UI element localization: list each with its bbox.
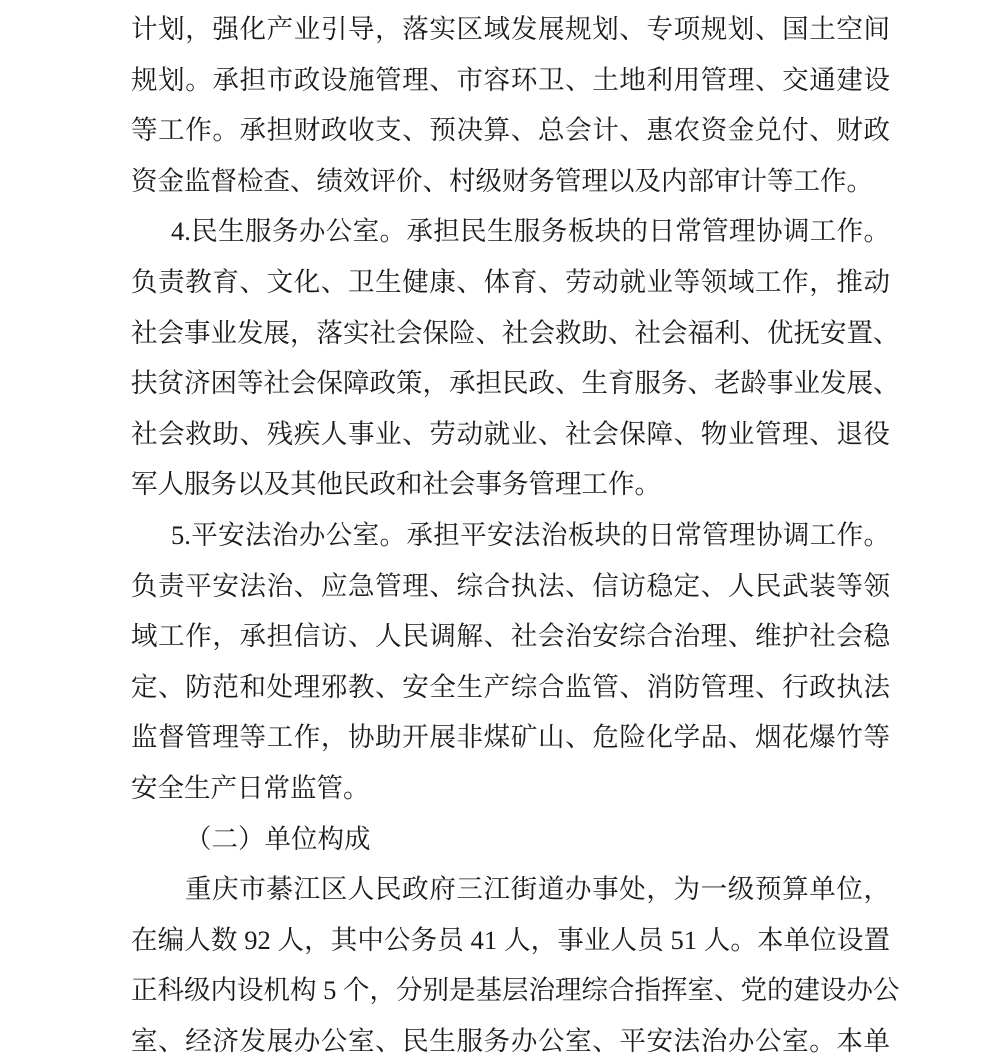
text-line: 社会救助、残疾人事业、劳动就业、社会保障、物业管理、退役 <box>131 418 890 449</box>
text-line: 域工作，承担信访、人民调解、社会治安综合治理、维护社会稳 <box>131 621 890 652</box>
text-line: 计划，强化产业引导，落实区域发展规划、专项规划、国土空间 <box>131 14 890 44</box>
text-line: 规划。承担市政设施管理、市容环卫、土地利用管理、交通建设 <box>131 64 890 95</box>
paragraph-start-line-item4: 4.民生服务办公室。承担民生服务板块的日常管理协调工作。 <box>171 216 890 247</box>
text-line: 监督管理等工作，协助开展非煤矿山、危险化学品、烟花爆竹等 <box>131 722 890 753</box>
text-line: 在编人数 92 人，其中公务员 41 人，事业人员 51 人。本单位设置 <box>131 924 890 955</box>
paragraph-end-line: 安全生产日常监管。 <box>131 772 370 803</box>
section-heading: （二）单位构成 <box>185 823 371 854</box>
text-line: 负责平安法治、应急管理、综合执法、信访稳定、人民武装等领 <box>131 570 890 601</box>
text-line: 负责教育、文化、卫生健康、体育、劳动就业等领域工作，推动 <box>131 266 890 297</box>
paragraph-end-line: 军人服务以及其他民政和社会事务管理工作。 <box>131 469 661 500</box>
text-line: 等工作。承担财政收支、预决算、总会计、惠农资金兑付、财政 <box>131 115 890 146</box>
text-line: 社会事业发展，落实社会保险、社会救助、社会福利、优抚安置、 <box>131 317 900 348</box>
paragraph-start-line-item5: 5.平安法治办公室。承担平安法治板块的日常管理协调工作。 <box>171 519 890 550</box>
text-line: 资金监督检查、绩效评价、村级财务管理以及内部审计等工作。 <box>131 165 873 196</box>
text-line: 正科级内设机构 5 个，分别是基层治理综合指挥室、党的建设办公 <box>131 975 900 1006</box>
text-line: 室、经济发展办公室、民生服务办公室、平安法治办公室。本单 <box>131 1025 890 1053</box>
paragraph-start-line-unit: 重庆市綦江区人民政府三江街道办事处，为一级预算单位， <box>185 874 890 905</box>
text-line: 定、防范和处理邪教、安全生产综合监管、消防管理、行政执法 <box>131 671 890 702</box>
text-line: 扶贫济困等社会保障政策，承担民政、生育服务、老龄事业发展、 <box>131 368 900 399</box>
